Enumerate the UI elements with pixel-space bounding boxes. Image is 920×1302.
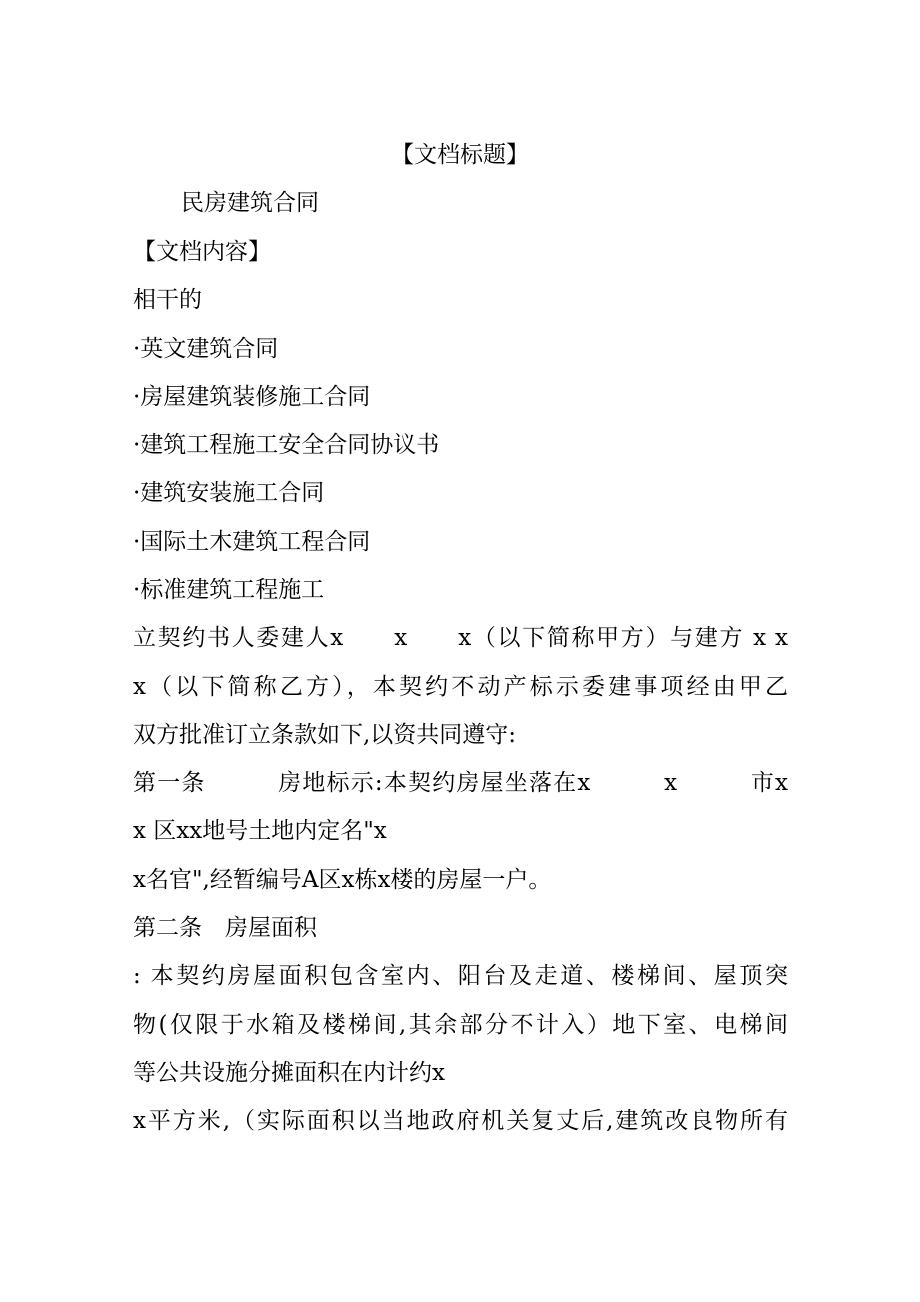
related-item: ·英文建筑合同 xyxy=(133,336,279,362)
related-item: ·标准建筑工程施工 xyxy=(133,577,325,603)
related-item: ·房屋建筑装修施工合同 xyxy=(133,384,371,410)
body-line: 物(仅限于水箱及楼梯间,其余部分不计入）地下室、电梯间 xyxy=(133,1012,788,1038)
body-line: 第一条 房地标示:本契约房屋坐落在x x 市x xyxy=(133,770,788,796)
body-line: x名官",经暂编号A区x栋x楼的房屋一户。 xyxy=(133,867,552,893)
body-line: x平方米,（实际面积以当地政府机关复丈后,建筑改良物所有 xyxy=(133,1108,788,1134)
body-line: 第二条 房屋面积 xyxy=(133,915,317,941)
related-item: ·建筑工程施工安全合同协议书 xyxy=(133,432,440,458)
body-line: x（以下简称乙方），本契约不动产标示委建事项经由甲乙 xyxy=(133,674,788,700)
body-line: 等公共设施分摊面积在内计约x xyxy=(133,1060,445,1086)
document-content-label: 【文档内容】 xyxy=(133,239,271,265)
body-line: x 区xx地号土地内定名"x xyxy=(133,818,387,844)
document-title-label: 【文档标题】 xyxy=(391,142,529,168)
related-item: ·建筑安装施工合同 xyxy=(133,480,325,506)
related-heading: 相干的 xyxy=(133,287,202,313)
body-line: 双方批准订立条款如下,以资共同遵守: xyxy=(133,722,517,748)
body-line: 立契约书人委建人x x x（以下简称甲方）与建方 x x xyxy=(133,625,788,651)
related-item: ·国际土木建筑工程合同 xyxy=(133,529,371,555)
document-title: 民房建筑合同 xyxy=(181,190,319,216)
body-line: : 本契约房屋面积包含室内、阳台及走道、楼梯间、屋顶突 xyxy=(133,963,788,989)
